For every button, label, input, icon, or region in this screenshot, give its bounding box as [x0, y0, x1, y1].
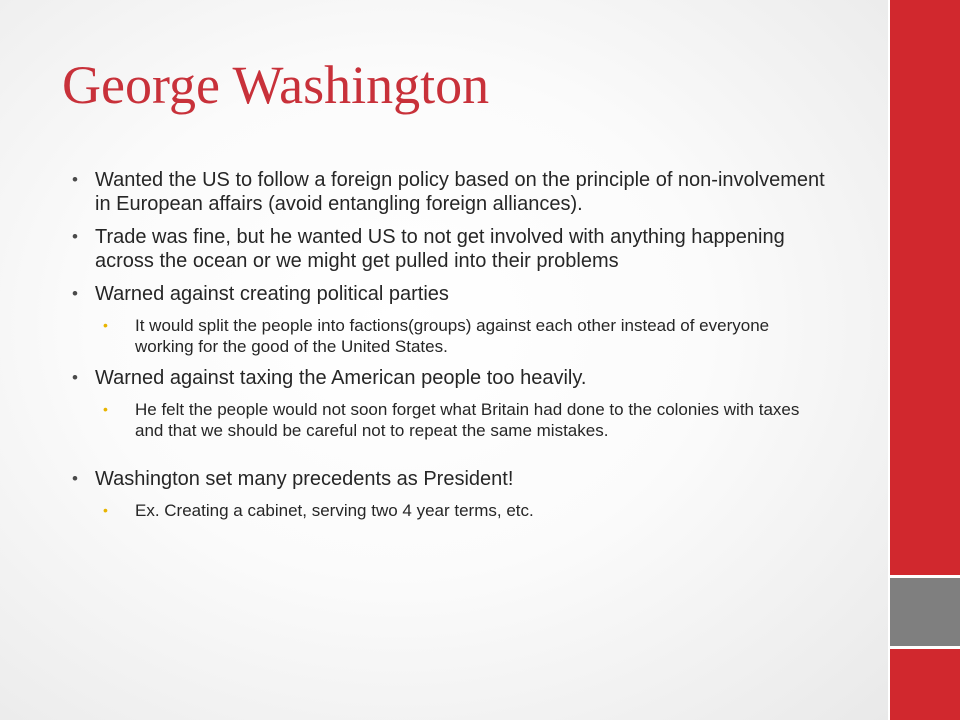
sub-bullet-item [103, 500, 832, 521]
bullet-marker: • [72, 227, 78, 246]
sub-bullet-list [95, 315, 832, 357]
bullet-item [72, 168, 832, 216]
sub-bullet-list [95, 399, 832, 441]
bullet-marker: • [72, 284, 78, 303]
sub-bullet-list [95, 500, 832, 521]
slide-title: George Washington [62, 55, 490, 115]
bullet-item [72, 282, 832, 357]
sub-bullet-item [103, 315, 832, 357]
bullet-marker: • [72, 170, 78, 189]
sub-bullet-marker: • [103, 317, 108, 333]
accent-sidebar [888, 0, 960, 720]
sub-bullet-text: Ex. Creating a cabinet, serving two 4 year terms, etc. [135, 501, 534, 520]
bullet-marker: • [72, 469, 78, 488]
bullet-text: Trade was fine, but he wanted US to not get involved with anything happening across the ocean or we might get pulled into their problems [95, 226, 785, 272]
sub-bullet-text: It would split the people into factions(groups) against each other instead of everyone working for the good of the United States. [135, 316, 770, 356]
bullet-item [72, 366, 832, 441]
bullet-marker: • [72, 368, 78, 387]
bullet-item [72, 225, 832, 273]
bullet-text: Washington set many precedents as President! [95, 468, 514, 490]
bullet-item [72, 467, 832, 521]
sub-bullet-text: He felt the people would not soon forget what Britain had done to the colonies with taxes and that we should be careful not to repeat the same mistakes. [135, 400, 800, 440]
bullet-text: Wanted the US to follow a foreign policy based on the principle of non-involvement in European affairs (avoid entangling foreign alliances). [95, 169, 825, 215]
bullet-text: Warned against creating political parties [95, 283, 449, 305]
accent-bar-red-bottom [890, 649, 960, 720]
sub-bullet-marker: • [103, 401, 108, 417]
accent-bar-gray [890, 578, 960, 646]
bullet-text: Warned against taxing the American people too heavily. [95, 367, 587, 389]
accent-bar-red-top [890, 0, 960, 575]
sub-bullet-item [103, 399, 832, 441]
bullet-list [72, 168, 832, 530]
sub-bullet-marker: • [103, 502, 108, 518]
